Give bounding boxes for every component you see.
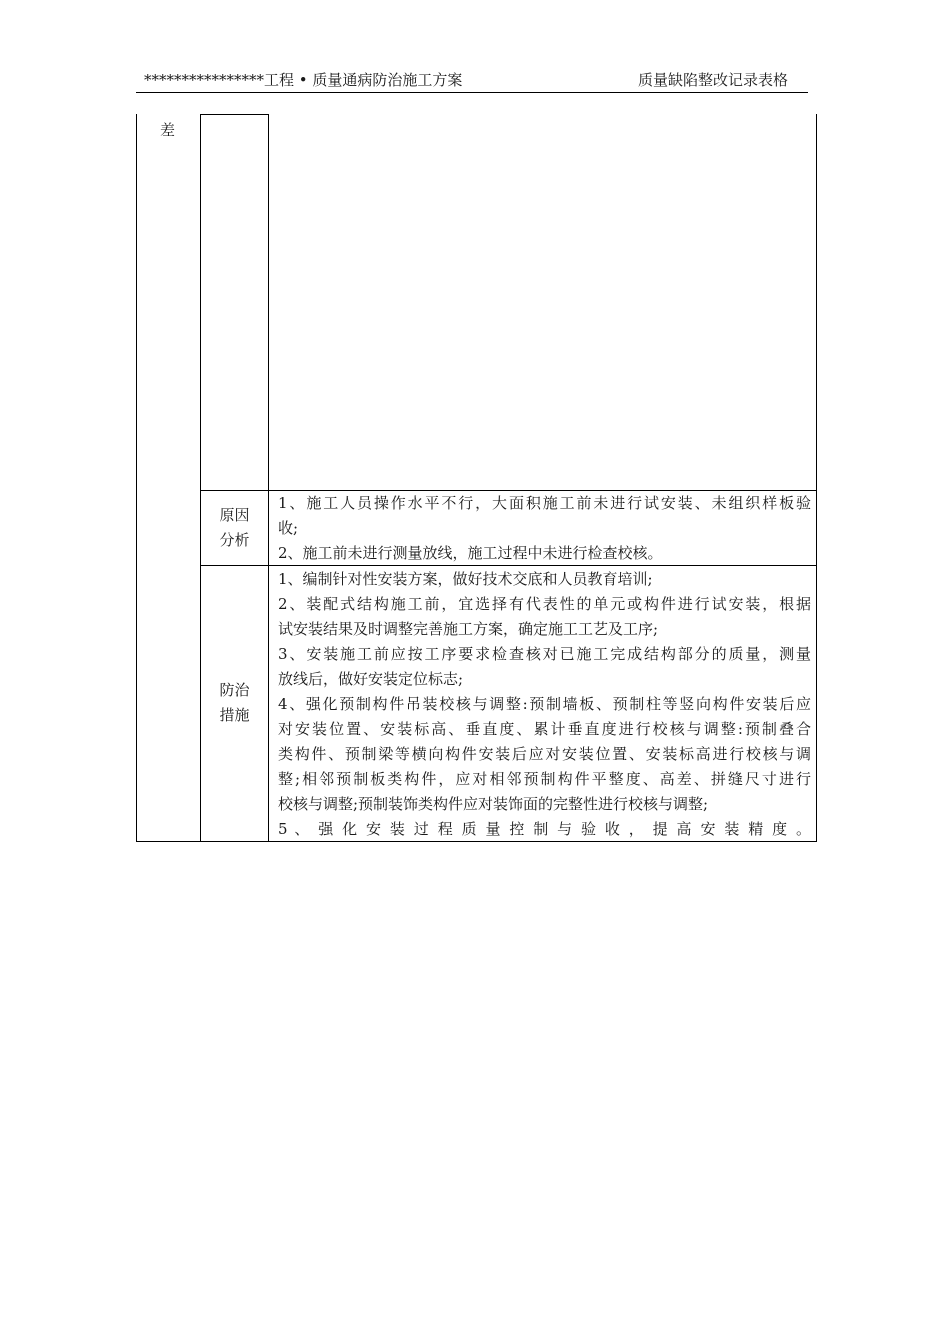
row-label-cause-analysis (201, 503, 268, 553)
content-line: 1、施工人员操作水平不行，大面积施工前未进行试安装、未组织样板验 (278, 494, 811, 512)
content-line: 校核与调整;预制装饰类构件应对装饰面的完整性进行校核与调整; (278, 795, 709, 813)
table-left-border (136, 114, 137, 842)
form-title: 质量缺陷整改记录表格 (637, 71, 788, 89)
content-line: 收; (278, 519, 299, 537)
content-line: 2、装配式结构施工前，宜选择有代表性的单元或构件进行试安装，根据 (278, 595, 811, 613)
table-right-border (816, 114, 817, 842)
row-label-prevention-measures (201, 678, 268, 728)
content-line: 对安装位置、安装标高、垂直度、累计垂直度进行校核与调整:预制叠合 (278, 720, 811, 738)
prevention-measures-content (278, 567, 811, 842)
table-label-divider (268, 114, 269, 842)
table-top-stub (200, 114, 268, 115)
content-line: 2、施工前未进行测量放线，施工过程中未进行检查校核。 (278, 544, 663, 562)
row-label-line: 措施 (219, 706, 250, 724)
content-line: 5 、 强 化 安 装 过 程 质 量 控 制 与 验 收 ， 提 高 安 装 精 度 。 (278, 820, 811, 838)
cause-analysis-content (278, 491, 811, 566)
defect-record-table (136, 114, 817, 842)
document-title: ****************工程 • 质量通病防治施工方案 (144, 71, 463, 89)
content-line: 4、强化预制构件吊装校核与调整:预制墙板、预制柱等竖向构件安装后应 (278, 695, 811, 713)
row-label-line: 分析 (219, 531, 250, 549)
row-label-line: 原因 (219, 506, 250, 524)
row-label-line: 防治 (219, 681, 250, 699)
content-line: 类构件、预制梁等横向构件安装后应对安装位置、安装标高进行校核与调 (278, 745, 811, 763)
page-header (136, 70, 808, 93)
content-line: 1、编制针对性安装方案，做好技术交底和人员教育培训; (278, 570, 653, 588)
content-line: 整;相邻预制板类构件，应对相邻预制构件平整度、高差、拼缝尺寸进行 (278, 770, 811, 788)
category-label: 差 (160, 121, 176, 139)
content-line: 3、安装施工前应按工序要求检查核对已施工完成结构部分的质量，测量 (278, 645, 811, 663)
content-line: 试安装结果及时调整完善施工方案，确定施工工艺及工序; (278, 620, 659, 638)
table-category-divider (200, 114, 201, 842)
content-line: 放线后，做好安装定位标志; (278, 670, 464, 688)
